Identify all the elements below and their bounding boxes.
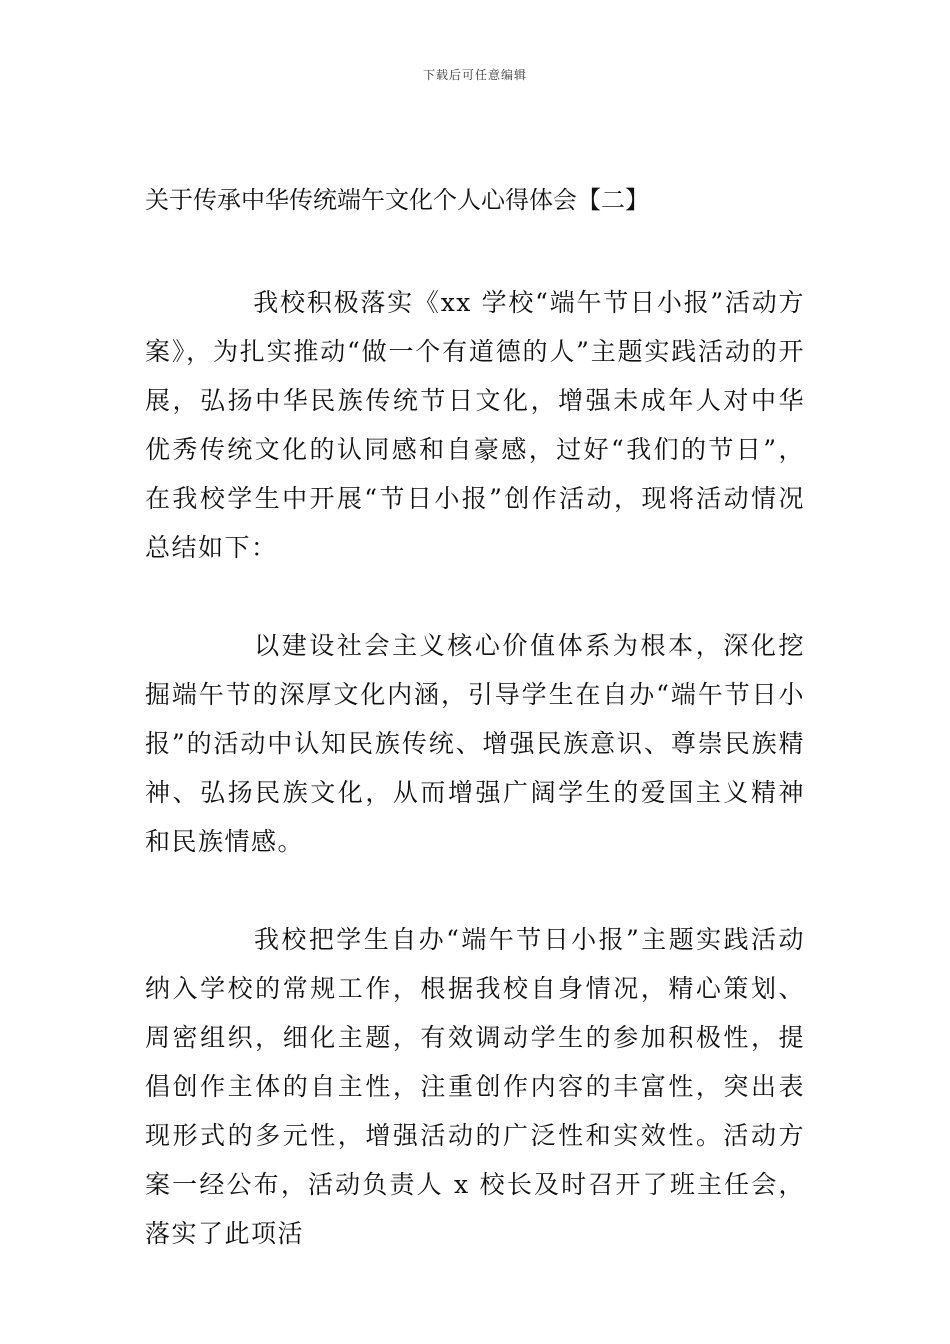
- paragraph-2: [145, 621, 805, 866]
- paragraph-text: 我校把学生自办“端午节日小报”主题实践活动纳入学校的常规工作，根据我校自身情况，精心策划、周密组织，细化主题，有效调动学生的参加积极性，提倡创作主体的自主性，注重创作内容的丰富性，突出表现形式的多元性，增强活动的广泛性和实效性。活动方案一经公布，活动负责人 x 校长及时召开了班主任会，落实了此项活: [145, 925, 805, 1248]
- header-note: 下载后可任意编辑: [422, 68, 527, 82]
- paragraph-1: [145, 278, 805, 572]
- paragraph-3: [145, 915, 805, 1258]
- paragraph-text: 我校积极落实《xx 学校“端午节日小报”活动方案》，为扎实推动“做一个有道德的人”主题实践活动的开展，弘扬中华民族传统节日文化，增强未成年人对中华优秀传统文化的认同感和自豪感，过好“我们的节日”，在我校学生中开展“节日小报”创作活动，现将活动情况总结如下：: [145, 288, 805, 562]
- document-title: 关于传承中华传统端午文化个人心得体会【二】: [145, 186, 649, 214]
- paragraph-text: 以建设社会主义核心价值体系为根本，深化挖掘端午节的深厚文化内涵，引导学生在自办“端午节日小报”的活动中认知民族传统、增强民族意识、尊崇民族精神、弘扬民族文化，从而增强广阔学生的爱国主义精神和民族情感。: [145, 631, 805, 856]
